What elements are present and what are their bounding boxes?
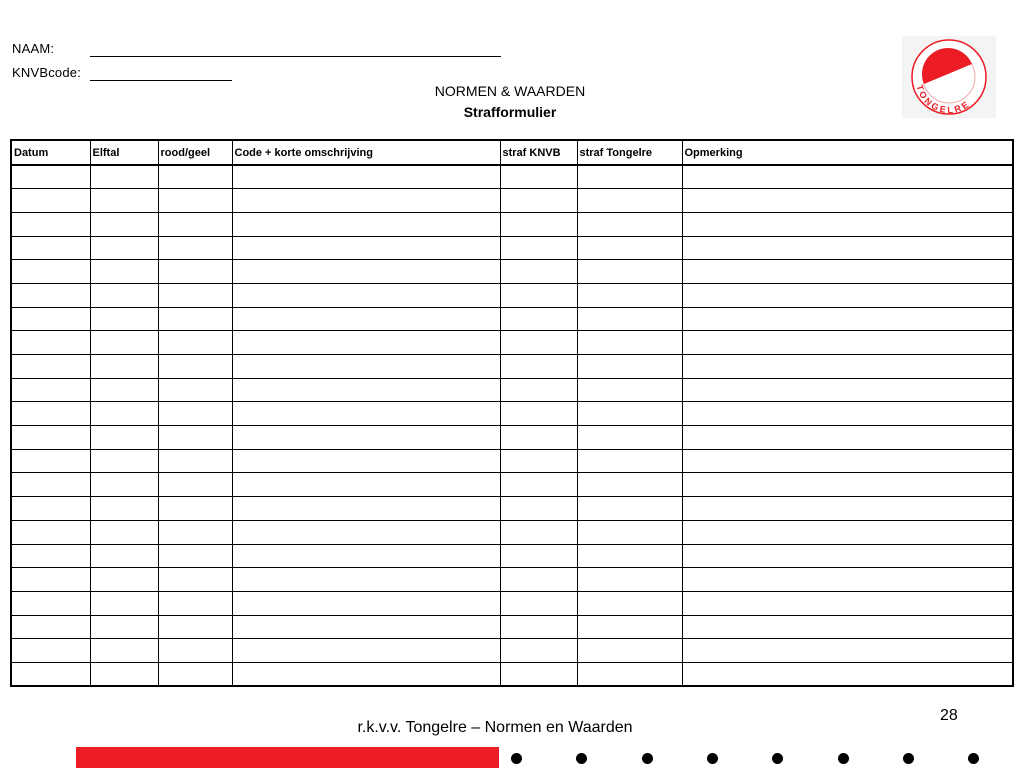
table-cell[interactable]: [90, 260, 158, 284]
table-cell[interactable]: [90, 236, 158, 260]
table-cell[interactable]: [90, 283, 158, 307]
table-cell[interactable]: [682, 426, 1013, 450]
table-cell[interactable]: [90, 544, 158, 568]
table-cell[interactable]: [682, 520, 1013, 544]
table-cell[interactable]: [500, 449, 577, 473]
table-row: [11, 378, 1013, 402]
table-cell[interactable]: [232, 307, 500, 331]
table-cell[interactable]: [11, 189, 90, 213]
table-cell[interactable]: [577, 520, 682, 544]
table-cell[interactable]: [232, 639, 500, 663]
table-cell[interactable]: [232, 189, 500, 213]
table-cell[interactable]: [11, 283, 90, 307]
table-cell[interactable]: [232, 426, 500, 450]
table-row: [11, 662, 1013, 686]
table-cell[interactable]: [11, 520, 90, 544]
table-row: [11, 591, 1013, 615]
table-cell[interactable]: [158, 639, 232, 663]
table-cell[interactable]: [232, 331, 500, 355]
table-cell[interactable]: [577, 355, 682, 379]
column-header-rood-geel: rood/geel: [158, 140, 232, 165]
knvb-code-input-line[interactable]: [90, 80, 232, 81]
table-cell[interactable]: [11, 426, 90, 450]
table-cell[interactable]: [577, 449, 682, 473]
table-cell[interactable]: [682, 307, 1013, 331]
table-cell[interactable]: [232, 260, 500, 284]
footer-dot: [968, 753, 979, 764]
footer-dot: [838, 753, 849, 764]
table-cell[interactable]: [90, 591, 158, 615]
table-cell[interactable]: [90, 568, 158, 592]
table-cell[interactable]: [158, 591, 232, 615]
table-cell[interactable]: [90, 449, 158, 473]
table-cell[interactable]: [577, 615, 682, 639]
column-header-straf-tongelre: straf Tongelre: [577, 140, 682, 165]
table-cell[interactable]: [90, 378, 158, 402]
footer-dot: [903, 753, 914, 764]
table-row: [11, 426, 1013, 450]
table-cell[interactable]: [158, 236, 232, 260]
table-cell[interactable]: [11, 165, 90, 189]
table-cell[interactable]: [90, 639, 158, 663]
table-cell[interactable]: [577, 331, 682, 355]
footer-red-bar: [76, 747, 499, 768]
table-cell[interactable]: [500, 544, 577, 568]
table-cell[interactable]: [577, 189, 682, 213]
column-header-datum: Datum: [11, 140, 90, 165]
table-row: [11, 568, 1013, 592]
table-cell[interactable]: [90, 615, 158, 639]
table-cell[interactable]: [577, 283, 682, 307]
table-row: [11, 449, 1013, 473]
table-cell[interactable]: [11, 307, 90, 331]
table-cell[interactable]: [500, 165, 577, 189]
table-cell[interactable]: [577, 662, 682, 686]
table-cell[interactable]: [232, 378, 500, 402]
table-body: [11, 165, 1013, 686]
table-cell[interactable]: [11, 236, 90, 260]
column-header-elftal: Elftal: [90, 140, 158, 165]
table-cell[interactable]: [11, 260, 90, 284]
table-cell[interactable]: [682, 449, 1013, 473]
table-cell[interactable]: [232, 568, 500, 592]
knvb-code-label: KNVBcode:: [12, 65, 82, 80]
table-cell[interactable]: [11, 568, 90, 592]
table-cell[interactable]: [577, 378, 682, 402]
table-cell[interactable]: [11, 331, 90, 355]
footer-dot: [642, 753, 653, 764]
table-cell[interactable]: [158, 615, 232, 639]
table-cell[interactable]: [158, 568, 232, 592]
table-cell[interactable]: [90, 497, 158, 521]
table-cell[interactable]: [682, 260, 1013, 284]
table-cell[interactable]: [158, 662, 232, 686]
table-cell[interactable]: [11, 402, 90, 426]
table-cell[interactable]: [500, 615, 577, 639]
table-cell[interactable]: [500, 189, 577, 213]
table-cell[interactable]: [90, 307, 158, 331]
table-row: [11, 544, 1013, 568]
table-cell[interactable]: [232, 520, 500, 544]
logo-text: TONGELRE: [914, 83, 973, 116]
table-cell[interactable]: [682, 331, 1013, 355]
table-cell[interactable]: [500, 662, 577, 686]
table-row: [11, 473, 1013, 497]
table-cell[interactable]: [232, 544, 500, 568]
table-cell[interactable]: [158, 378, 232, 402]
footer-text: r.k.v.v. Tongelre – Normen en Waarden: [357, 719, 633, 736]
naam-input-line[interactable]: [90, 56, 501, 57]
table-cell[interactable]: [11, 497, 90, 521]
table-cell[interactable]: [682, 639, 1013, 663]
table-cell[interactable]: [232, 236, 500, 260]
table-cell[interactable]: [577, 260, 682, 284]
table-cell[interactable]: [11, 355, 90, 379]
table-row: [11, 355, 1013, 379]
table-cell[interactable]: [11, 662, 90, 686]
table-cell[interactable]: [158, 355, 232, 379]
table-cell[interactable]: [577, 212, 682, 236]
table-cell[interactable]: [158, 520, 232, 544]
table-cell[interactable]: [682, 568, 1013, 592]
table-cell[interactable]: [682, 591, 1013, 615]
table-cell[interactable]: [577, 591, 682, 615]
club-logo-icon: [902, 36, 996, 118]
table-cell[interactable]: [158, 283, 232, 307]
table-cell[interactable]: [158, 544, 232, 568]
footer-dot: [576, 753, 587, 764]
table-cell[interactable]: [682, 662, 1013, 686]
table-row: [11, 283, 1013, 307]
table-cell[interactable]: [232, 497, 500, 521]
table-cell[interactable]: [11, 615, 90, 639]
table-cell[interactable]: [158, 402, 232, 426]
column-header-code: Code + korte omschrijving: [232, 140, 500, 165]
naam-label: NAAM:: [12, 41, 55, 56]
table-row: [11, 189, 1013, 213]
table-cell[interactable]: [232, 283, 500, 307]
table-cell[interactable]: [577, 568, 682, 592]
table-cell[interactable]: [232, 212, 500, 236]
table-cell[interactable]: [577, 426, 682, 450]
table-row: [11, 331, 1013, 355]
table-row: [11, 307, 1013, 331]
table-row: [11, 236, 1013, 260]
table-cell[interactable]: [682, 165, 1013, 189]
table-cell[interactable]: [500, 473, 577, 497]
table-cell[interactable]: [682, 212, 1013, 236]
table-cell[interactable]: [158, 307, 232, 331]
table-cell[interactable]: [11, 544, 90, 568]
table-cell[interactable]: [500, 639, 577, 663]
table-cell[interactable]: [500, 426, 577, 450]
table-row: [11, 165, 1013, 189]
table-cell[interactable]: [90, 520, 158, 544]
table-row: [11, 615, 1013, 639]
table-cell[interactable]: [90, 189, 158, 213]
table-cell[interactable]: [158, 449, 232, 473]
table-cell[interactable]: [158, 473, 232, 497]
table-cell[interactable]: [158, 426, 232, 450]
table-row: [11, 520, 1013, 544]
table-cell[interactable]: [90, 473, 158, 497]
table-row: [11, 260, 1013, 284]
footer-dot: [707, 753, 718, 764]
table-cell[interactable]: [90, 662, 158, 686]
table-cell[interactable]: [577, 307, 682, 331]
table-cell[interactable]: [500, 212, 577, 236]
table-cell[interactable]: [11, 591, 90, 615]
table-cell[interactable]: [158, 189, 232, 213]
table-cell[interactable]: [500, 307, 577, 331]
table-cell[interactable]: [232, 402, 500, 426]
page-title: NORMEN & WAARDEN: [434, 83, 586, 99]
table-cell[interactable]: [500, 591, 577, 615]
page-subtitle: Strafformulier: [463, 104, 557, 120]
table-cell[interactable]: [682, 544, 1013, 568]
table-cell[interactable]: [232, 473, 500, 497]
table-cell[interactable]: [500, 520, 577, 544]
table-cell[interactable]: [682, 378, 1013, 402]
table-cell[interactable]: [577, 165, 682, 189]
table-cell[interactable]: [90, 212, 158, 236]
table-cell[interactable]: [682, 402, 1013, 426]
table-cell[interactable]: [500, 331, 577, 355]
footer-dot: [772, 753, 783, 764]
table-cell[interactable]: [158, 497, 232, 521]
table-cell[interactable]: [232, 591, 500, 615]
page-number: 28: [940, 707, 958, 724]
table-cell[interactable]: [232, 165, 500, 189]
table-cell[interactable]: [500, 260, 577, 284]
table-cell[interactable]: [682, 189, 1013, 213]
table-cell[interactable]: [577, 402, 682, 426]
table-cell[interactable]: [500, 283, 577, 307]
table-cell[interactable]: [500, 568, 577, 592]
table-cell[interactable]: [11, 212, 90, 236]
table-cell[interactable]: [90, 426, 158, 450]
penalty-form-table: [10, 139, 1014, 687]
column-header-opmerking: Opmerking: [682, 140, 1013, 165]
table-cell[interactable]: [90, 165, 158, 189]
table-cell[interactable]: [577, 639, 682, 663]
table-cell[interactable]: [90, 331, 158, 355]
table-cell[interactable]: [158, 212, 232, 236]
table-cell[interactable]: [11, 473, 90, 497]
table-row: [11, 212, 1013, 236]
table-cell[interactable]: [682, 355, 1013, 379]
table-cell[interactable]: [500, 378, 577, 402]
table-cell[interactable]: [11, 639, 90, 663]
table-cell[interactable]: [158, 260, 232, 284]
table-cell[interactable]: [11, 378, 90, 402]
table-cell[interactable]: [500, 236, 577, 260]
footer-dot: [511, 753, 522, 764]
table-row: [11, 497, 1013, 521]
table-cell[interactable]: [682, 283, 1013, 307]
table-cell[interactable]: [232, 615, 500, 639]
table-cell[interactable]: [577, 497, 682, 521]
table-cell[interactable]: [577, 473, 682, 497]
table-cell[interactable]: [232, 449, 500, 473]
table-cell[interactable]: [90, 402, 158, 426]
column-header-straf-knvb: straf KNVB: [500, 140, 577, 165]
table-cell[interactable]: [500, 497, 577, 521]
table-cell[interactable]: [90, 355, 158, 379]
table-cell[interactable]: [682, 236, 1013, 260]
table-cell[interactable]: [500, 402, 577, 426]
table-cell[interactable]: [577, 236, 682, 260]
table-cell[interactable]: [232, 662, 500, 686]
table-cell[interactable]: [11, 449, 90, 473]
table-cell[interactable]: [682, 615, 1013, 639]
table-cell[interactable]: [500, 355, 577, 379]
table-cell[interactable]: [158, 165, 232, 189]
table-cell[interactable]: [682, 497, 1013, 521]
table-cell[interactable]: [158, 331, 232, 355]
table-cell[interactable]: [577, 544, 682, 568]
table-row: [11, 402, 1013, 426]
table-cell[interactable]: [232, 355, 500, 379]
table-cell[interactable]: [682, 473, 1013, 497]
table-header-row: [11, 140, 1013, 165]
table-row: [11, 639, 1013, 663]
